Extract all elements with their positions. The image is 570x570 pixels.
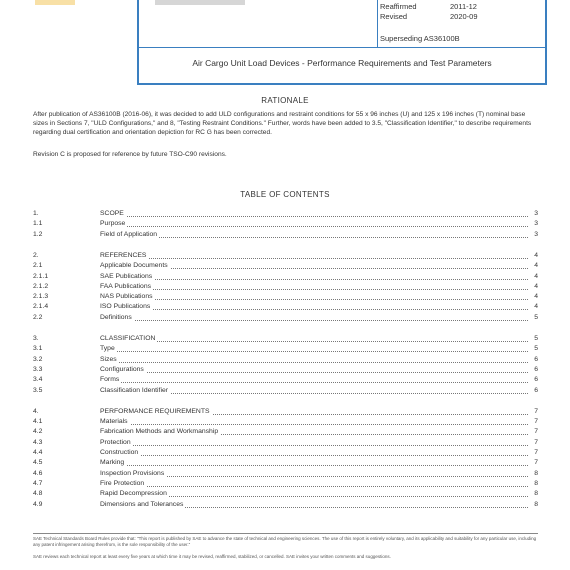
toc-row[interactable] [33, 470, 538, 480]
toc-number: 2.1.2 [33, 282, 49, 290]
toc-title: REFERENCES [100, 251, 147, 259]
toc-number: 2.1.4 [33, 303, 49, 311]
toc-leader-dots [100, 445, 528, 446]
toc-title: Applicable Documents [100, 262, 168, 270]
footer-notice: SAE Technical Standards Board Rules provide that: "This report is published by SAE to advance the state of technical and engineering sciences. The use of this report is entirely voluntary, and its applicability and suitability for any particular use, including any patent infringement arising therefrom, is the sole responsibility of the user." [33, 536, 537, 547]
toc-title: ISO Publications [100, 303, 151, 311]
toc-page-number: 3 [534, 210, 538, 217]
toc-number: 4.3 [33, 438, 43, 446]
toc-number: 2.2 [33, 313, 43, 321]
toc-number: 3.5 [33, 386, 43, 394]
rationale-paragraph: After publication of AS36100B (2016-06), it was decided to add ULD configurations and restraint conditions for 55 x 96 inches (U) and 125 x 196 inches (T) nominal base sizes in Sections 7, "ULD Configurations," and 8, "Testing Restraint Conditions." Further, words have been added to 3.5, "Classification Identifier," to describe requirements regarding dual certification and orientation depiction for RC G has been corrected. [33, 111, 532, 136]
toc-number: 1. [33, 210, 39, 217]
toc-page-number: 7 [534, 438, 538, 446]
document-title: Air Cargo Unit Load Devices - Performance Requirements and Test Parameters [192, 58, 492, 68]
toc-leader-dots [100, 258, 528, 259]
toc-number: 3.2 [33, 355, 43, 363]
toc-number: 4.1 [33, 418, 43, 426]
toc-page-number: 8 [534, 490, 538, 498]
toc-leader-dots [100, 309, 528, 310]
publisher-logo [35, 0, 75, 5]
toc-row[interactable] [33, 220, 538, 230]
toc-number: 4.8 [33, 490, 43, 498]
toc-row[interactable] [33, 273, 538, 283]
toc-row[interactable] [33, 356, 538, 366]
toc-number: 4. [33, 407, 39, 415]
toc-page-number: 7 [534, 428, 538, 436]
toc-leader-dots [100, 226, 528, 227]
toc-row[interactable] [33, 449, 538, 459]
toc-row[interactable] [33, 428, 538, 438]
toc-row[interactable] [33, 303, 538, 313]
toc-page-number: 6 [534, 386, 538, 394]
toc-page-number: 7 [534, 418, 538, 426]
toc-page-number: 6 [534, 355, 538, 363]
toc-page-number: 7 [534, 449, 538, 456]
toc-leader-dots [100, 279, 528, 280]
toc-title: Type [100, 345, 115, 353]
toc-leader-dots [100, 455, 528, 456]
toc-page-number: 3 [534, 220, 538, 228]
toc-title: SAE Publications [100, 272, 153, 280]
toc-leader-dots [100, 216, 528, 217]
toc-title: Definitions [100, 313, 132, 321]
toc-row[interactable] [33, 283, 538, 293]
toc-title: Inspection Provisions [100, 469, 165, 477]
toc-row[interactable] [33, 210, 538, 220]
toc-leader-dots [100, 351, 528, 352]
toc-leader-dots [100, 237, 528, 238]
toc-title: PERFORMANCE REQUIREMENTS [100, 407, 210, 415]
toc-row[interactable] [33, 262, 538, 272]
footer-divider [33, 533, 538, 534]
toc-page-number: 6 [534, 365, 538, 373]
toc-row[interactable] [33, 418, 538, 428]
toc-number: 4.2 [33, 428, 43, 436]
toc-row[interactable] [33, 366, 538, 376]
toc-page-number: 7 [534, 407, 538, 415]
toc-page-number: 4 [534, 303, 538, 311]
toc-row[interactable] [33, 387, 538, 397]
toc-title: FAA Publications [100, 282, 152, 290]
toc-heading: TABLE OF CONTENTS [240, 190, 330, 199]
toc-title: Rapid Decompression [100, 490, 167, 498]
toc-number: 3. [33, 335, 39, 342]
toc-page-number: 8 [534, 469, 538, 477]
toc-title: Marking [100, 459, 125, 467]
toc-title: SCOPE [100, 210, 124, 217]
toc-page-number: 7 [534, 459, 538, 467]
toc-title: Protection [100, 438, 131, 446]
toc-title: Fabrication Methods and Workmanship [100, 428, 219, 436]
toc-row[interactable] [33, 480, 538, 490]
toc-number: 2.1.1 [33, 272, 49, 280]
toc-page-number: 5 [534, 313, 538, 321]
toc-number: 4.4 [33, 449, 43, 456]
toc-leader-dots [100, 362, 528, 363]
toc-row[interactable] [33, 376, 538, 386]
toc-leader-dots [100, 341, 528, 342]
toc-title: Configurations [100, 365, 144, 373]
toc-title: Classification Identifier [100, 386, 168, 394]
toc-row[interactable] [33, 501, 538, 511]
toc-row[interactable] [33, 314, 538, 324]
toc-title: Sizes [100, 355, 117, 363]
toc-number: 2.1.3 [33, 293, 49, 301]
toc-number: 4.9 [33, 500, 43, 508]
toc-number: 4.5 [33, 459, 43, 467]
toc-number: 2. [33, 251, 39, 259]
toc-row[interactable] [33, 345, 538, 355]
toc-page-number: 5 [534, 345, 538, 353]
toc-page-number: 4 [534, 272, 538, 280]
toc-number: 4.7 [33, 479, 43, 487]
toc-row[interactable] [33, 490, 538, 500]
toc-title: Dimensions and Tolerances [100, 500, 184, 508]
toc-page-number: 8 [534, 479, 538, 487]
toc-number: 3.4 [33, 376, 43, 384]
toc-number: 3.1 [33, 345, 43, 353]
rationale-heading: RATIONALE [261, 96, 309, 105]
toc-leader-dots [100, 424, 528, 425]
toc-number: 4.6 [33, 469, 43, 477]
toc-title: Fire Protection [100, 479, 145, 487]
superseding-note: Superseding AS36100B [380, 34, 460, 43]
toc-page-number: 5 [534, 335, 538, 342]
reaffirmed-label: Reaffirmed [380, 2, 417, 11]
toc-title: Construction [100, 449, 139, 456]
revised-line [380, 12, 478, 22]
toc-leader-dots [100, 372, 528, 373]
toc-page-number: 4 [534, 293, 538, 301]
toc-leader-dots [100, 465, 528, 466]
toc-title: CLASSIFICATION [100, 335, 156, 342]
header-frame [137, 0, 547, 85]
toc-title: Materials [100, 418, 128, 426]
toc-title: Field of Application [100, 230, 158, 238]
toc-page-number: 6 [534, 376, 538, 384]
toc-page-number: 3 [534, 230, 538, 238]
toc-leader-dots [100, 289, 528, 290]
toc-title: Purpose [100, 220, 126, 228]
revised-value: 2020-09 [450, 12, 478, 21]
revised-label: Revised [380, 12, 408, 21]
toc-leader-dots [100, 320, 528, 321]
toc-title: NAS Publications [100, 293, 153, 301]
toc-row[interactable] [33, 408, 538, 418]
toc-row[interactable] [33, 459, 538, 469]
toc-row[interactable] [33, 252, 538, 262]
toc-page-number: 4 [534, 251, 538, 259]
toc-row[interactable] [33, 231, 538, 241]
toc-number: 1.2 [33, 230, 43, 238]
toc-page-number: 4 [534, 262, 538, 270]
toc-row[interactable] [33, 335, 538, 345]
toc-number: 2.1 [33, 262, 43, 270]
toc-row[interactable] [33, 293, 538, 303]
toc-row[interactable] [33, 439, 538, 449]
toc-number: 3.3 [33, 365, 43, 373]
footer-review-notice: SAE reviews each technical report at least every five years at which time it may be revised, reaffirmed, stabilized, or cancelled. SAE invites your written comments and suggestions. [33, 554, 391, 559]
toc-number: 1.1 [33, 220, 43, 228]
toc-leader-dots [100, 299, 528, 300]
toc-title: Forms [100, 376, 120, 384]
toc-page-number: 8 [534, 500, 538, 508]
reaffirmed-line [380, 2, 477, 12]
reaffirmed-value: 2011-12 [450, 2, 477, 11]
toc-leader-dots [100, 382, 528, 383]
toc-page-number: 4 [534, 282, 538, 290]
rationale-paragraph-revision: Revision C is proposed for reference by future TSO-C90 revisions. [33, 151, 227, 158]
toc-leader-dots [100, 486, 528, 487]
